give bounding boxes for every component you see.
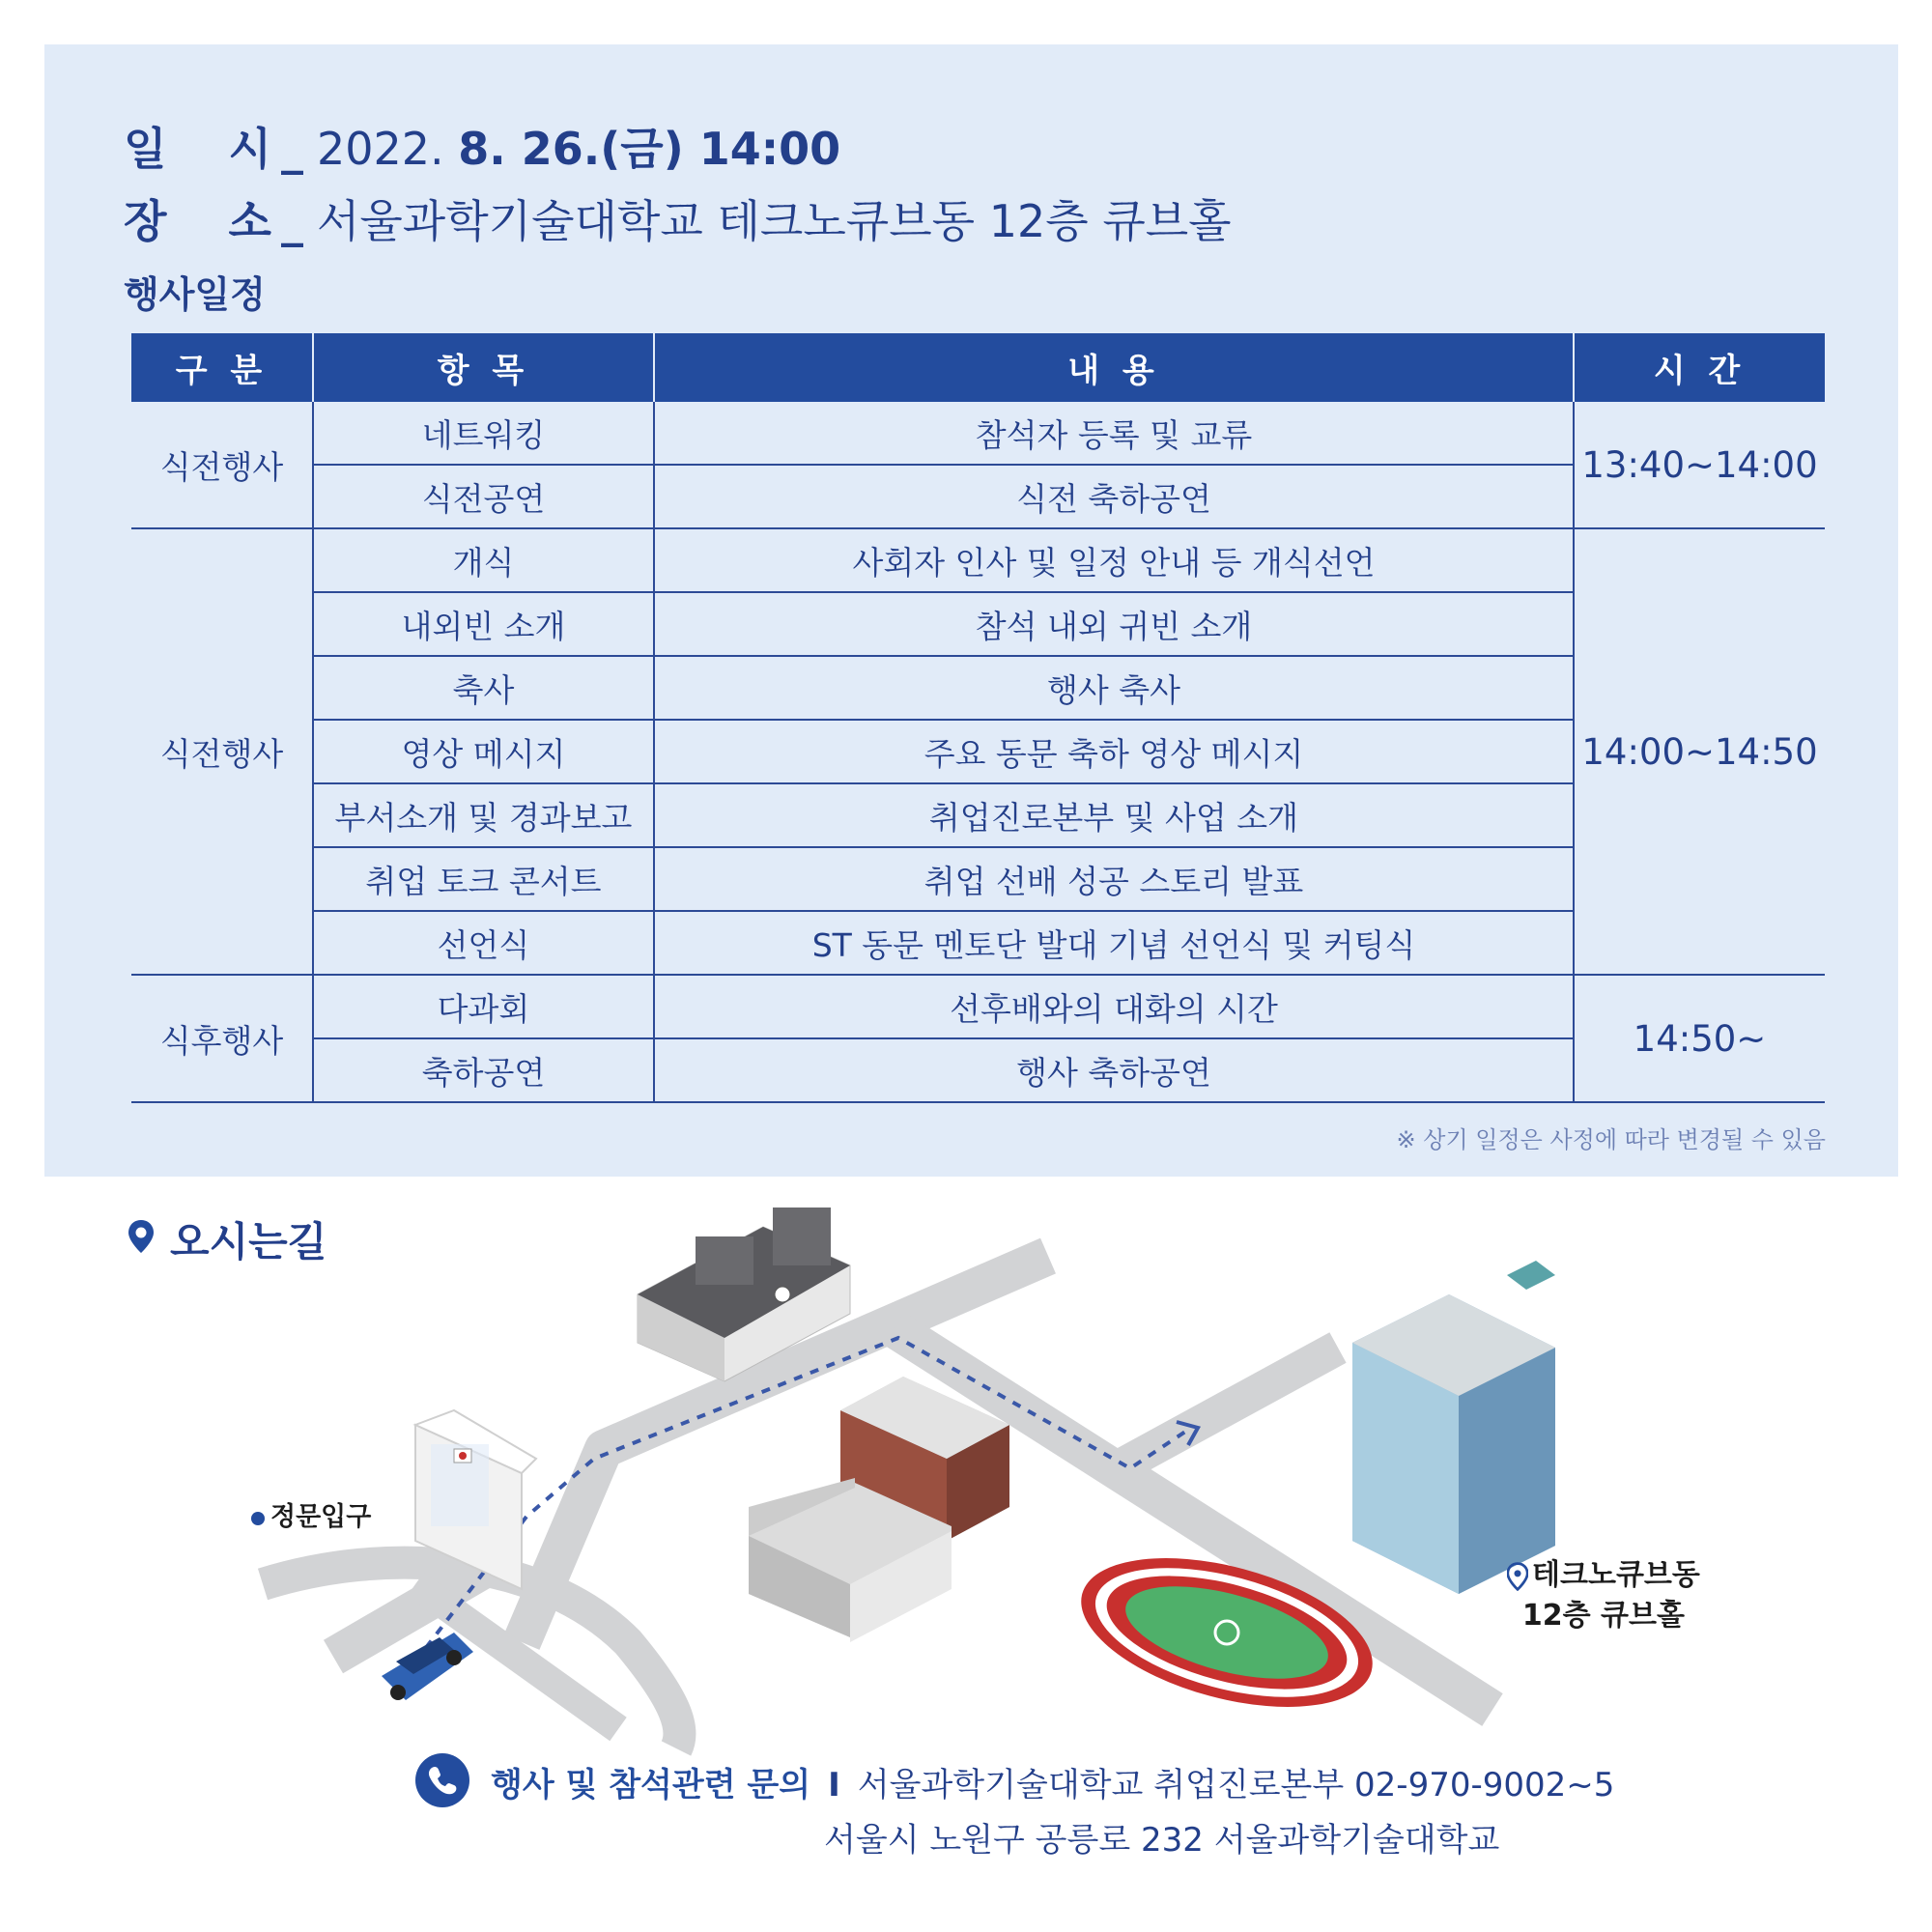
- date-label: 일 시: [124, 123, 271, 175]
- destination-pin-icon: [1507, 1562, 1528, 1591]
- schedule-title: 행사일정: [124, 273, 266, 316]
- schedule-table: [131, 333, 1825, 1103]
- contact-line: [491, 1758, 1614, 1805]
- gate-label-text: 정문입구: [270, 1502, 372, 1532]
- table-row: [131, 528, 1825, 592]
- item-cell: 내외빈 소개: [313, 592, 654, 656]
- contact-label: 행사 및 참석관련 문의: [491, 1766, 811, 1804]
- content-cell: 사회자 인사 및 일정 안내 등 개식선언: [654, 528, 1574, 592]
- time-cell: 14:00~14:50: [1574, 528, 1825, 975]
- schedule-note: ※ 상기 일정은 사정에 따라 변경될 수 있음: [1396, 1126, 1826, 1153]
- item-cell: 축사: [313, 656, 654, 720]
- table-row: [131, 402, 1825, 465]
- item-cell: 식전공연: [313, 465, 654, 528]
- item-cell: 선언식: [313, 911, 654, 975]
- category-cell: 식전행사: [131, 402, 313, 528]
- content-cell: 참석 내외 귀빈 소개: [654, 592, 1574, 656]
- contact-phone: 서울과학기술대학교 취업진로본부 02-970-9002~5: [857, 1766, 1615, 1804]
- campus-map: [0, 1188, 1932, 1758]
- table-row: [131, 783, 1825, 847]
- header-content: 내 용: [654, 333, 1574, 402]
- content-cell: 식전 축하공연: [654, 465, 1574, 528]
- contact-address: 서울시 노원구 공릉로 232 서울과학기술대학교: [824, 1821, 1500, 1860]
- destination-hall: 12층 큐브홀: [1521, 1599, 1685, 1633]
- category-cell: 식후행사: [131, 975, 313, 1102]
- item-cell: 영상 메시지: [313, 720, 654, 783]
- header-item: 항 목: [313, 333, 654, 402]
- date-year: 2022.: [316, 123, 444, 175]
- item-cell: 다과회: [313, 975, 654, 1038]
- item-cell: 부서소개 및 경과보고: [313, 783, 654, 847]
- destination-label: [1507, 1555, 1700, 1636]
- table-row: [131, 656, 1825, 720]
- table-row: [131, 1038, 1825, 1102]
- time-cell: 13:40~14:00: [1574, 402, 1825, 528]
- header-category: 구 분: [131, 333, 313, 402]
- time-cell: 14:50~: [1574, 975, 1825, 1102]
- category-cell: 식전행사: [131, 528, 313, 975]
- item-cell: 네트워킹: [313, 402, 654, 465]
- content-cell: 취업 선배 성공 스토리 발표: [654, 847, 1574, 911]
- destination-name: 테크노큐브동: [1532, 1558, 1700, 1592]
- table-row: [131, 465, 1825, 528]
- place-label: 장 소: [124, 195, 271, 247]
- destination-line1: [1507, 1555, 1700, 1596]
- phone-icon: [413, 1751, 471, 1809]
- technocube-building-icon: [1352, 1261, 1555, 1594]
- schedule-header-row: [131, 333, 1825, 402]
- dot-icon: [251, 1512, 265, 1525]
- contact-divider: I: [828, 1766, 840, 1804]
- header-time: 시 간: [1574, 333, 1825, 402]
- content-cell: ST 동문 멘토단 발대 기념 선언식 및 커팅식: [654, 911, 1574, 975]
- content-cell: 주요 동문 축하 영상 메시지: [654, 720, 1574, 783]
- date-value: 8. 26.(금) 14:00: [458, 123, 841, 175]
- item-cell: 취업 토크 콘서트: [313, 847, 654, 911]
- content-cell: 참석자 등록 및 교류: [654, 402, 1574, 465]
- event-place-line: [124, 186, 1232, 250]
- place-value: 서울과학기술대학교 테크노큐브동 12층 큐브홀: [316, 195, 1232, 247]
- table-row: [131, 975, 1825, 1038]
- content-cell: 선후배와의 대화의 시간: [654, 975, 1574, 1038]
- content-cell: 취업진로본부 및 사업 소개: [654, 783, 1574, 847]
- place-separator: _: [280, 195, 303, 247]
- table-row: [131, 720, 1825, 783]
- main-gate-label: [251, 1495, 371, 1533]
- table-row: [131, 847, 1825, 911]
- item-cell: 개식: [313, 528, 654, 592]
- item-cell: 축하공연: [313, 1038, 654, 1102]
- content-cell: 행사 축하공연: [654, 1038, 1574, 1102]
- directions-title: 오시는길: [170, 1218, 327, 1265]
- table-row: [131, 911, 1825, 975]
- content-cell: 행사 축사: [654, 656, 1574, 720]
- event-date-line: [124, 114, 840, 178]
- date-separator: _: [280, 123, 303, 175]
- table-row: [131, 592, 1825, 656]
